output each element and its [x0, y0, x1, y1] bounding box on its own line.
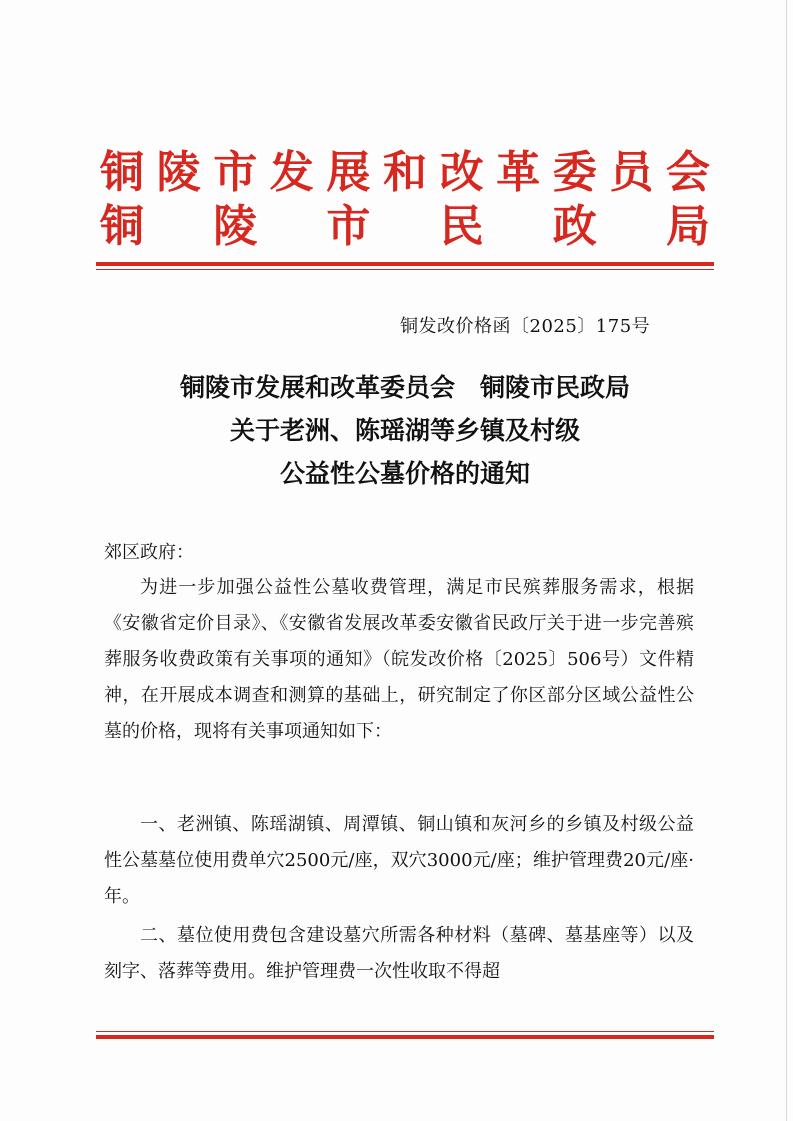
letterhead-char: 局: [665, 201, 710, 252]
letterhead-char: 政: [552, 201, 597, 252]
letterhead-char: 委: [552, 147, 597, 198]
letterhead-char: 展: [326, 147, 371, 198]
salutation: 郊区政府：: [104, 542, 194, 563]
letterhead-rule-thin: [96, 269, 714, 270]
letterhead-char: 发: [269, 147, 314, 198]
page-edge: [786, 0, 787, 1121]
document-title-line-2: 关于老洲、陈瑶湖等乡镇及村级: [229, 416, 580, 445]
letterhead-char: 会: [665, 147, 710, 198]
letterhead-line-2: [100, 202, 710, 252]
letterhead-char: 陵: [213, 201, 258, 252]
footer-rule-thin: [96, 1031, 714, 1032]
letterhead-line-1: [100, 148, 710, 198]
letterhead-char: 员: [609, 147, 654, 198]
footer-rule-thick: [96, 1035, 714, 1039]
letterhead-char: 民: [439, 201, 484, 252]
letterhead-char: 铜: [100, 147, 144, 198]
document-title-line-3: 公益性公墓价格的通知: [279, 459, 530, 488]
letterhead-char: 革: [496, 147, 541, 198]
document-title-line-1: 铜陵市发展和改革委员会 铜陵市民政局: [179, 373, 630, 402]
letterhead-char: 市: [213, 147, 258, 198]
letterhead-rule-thick: [96, 262, 714, 266]
body-paragraph-intro: 为进一步加强公益性公墓收费管理，满足市民殡葬服务需求，根据《安徽省定价目录》、《安徽省发展改革委安徽省民政厅关于进一步完善殡葬服务收费政策有关事项的通知》（皖发改价格〔2025〕506号）文件精神，在开展成本调查和测算的基础上，研究制定了你区部分区域公益性公墓的价格，现将有关事项通知如下：: [104, 577, 694, 742]
letterhead-char: 和: [382, 147, 427, 198]
letterhead-char: 陵: [156, 147, 201, 198]
body-paragraph-item-2: 二、墓位使用费包含建设墓穴所需各种材料（墓碑、墓基座等）以及刻字、落葬等费用。维护管理费一次性收取不得超: [104, 925, 694, 982]
letterhead-char: 改: [439, 147, 484, 198]
document-number: 铜发改价格函〔2025〕175号: [400, 316, 651, 337]
letterhead-char: 市: [326, 201, 371, 252]
letterhead-char: 铜: [100, 201, 144, 252]
body-paragraph-item-1: 一、老洲镇、陈瑶湖镇、周潭镇、铜山镇和灰河乡的乡镇及村级公益性公墓墓位使用费单穴2500元/座，双穴3000元/座；维护管理费20元/座·年。: [104, 814, 694, 907]
